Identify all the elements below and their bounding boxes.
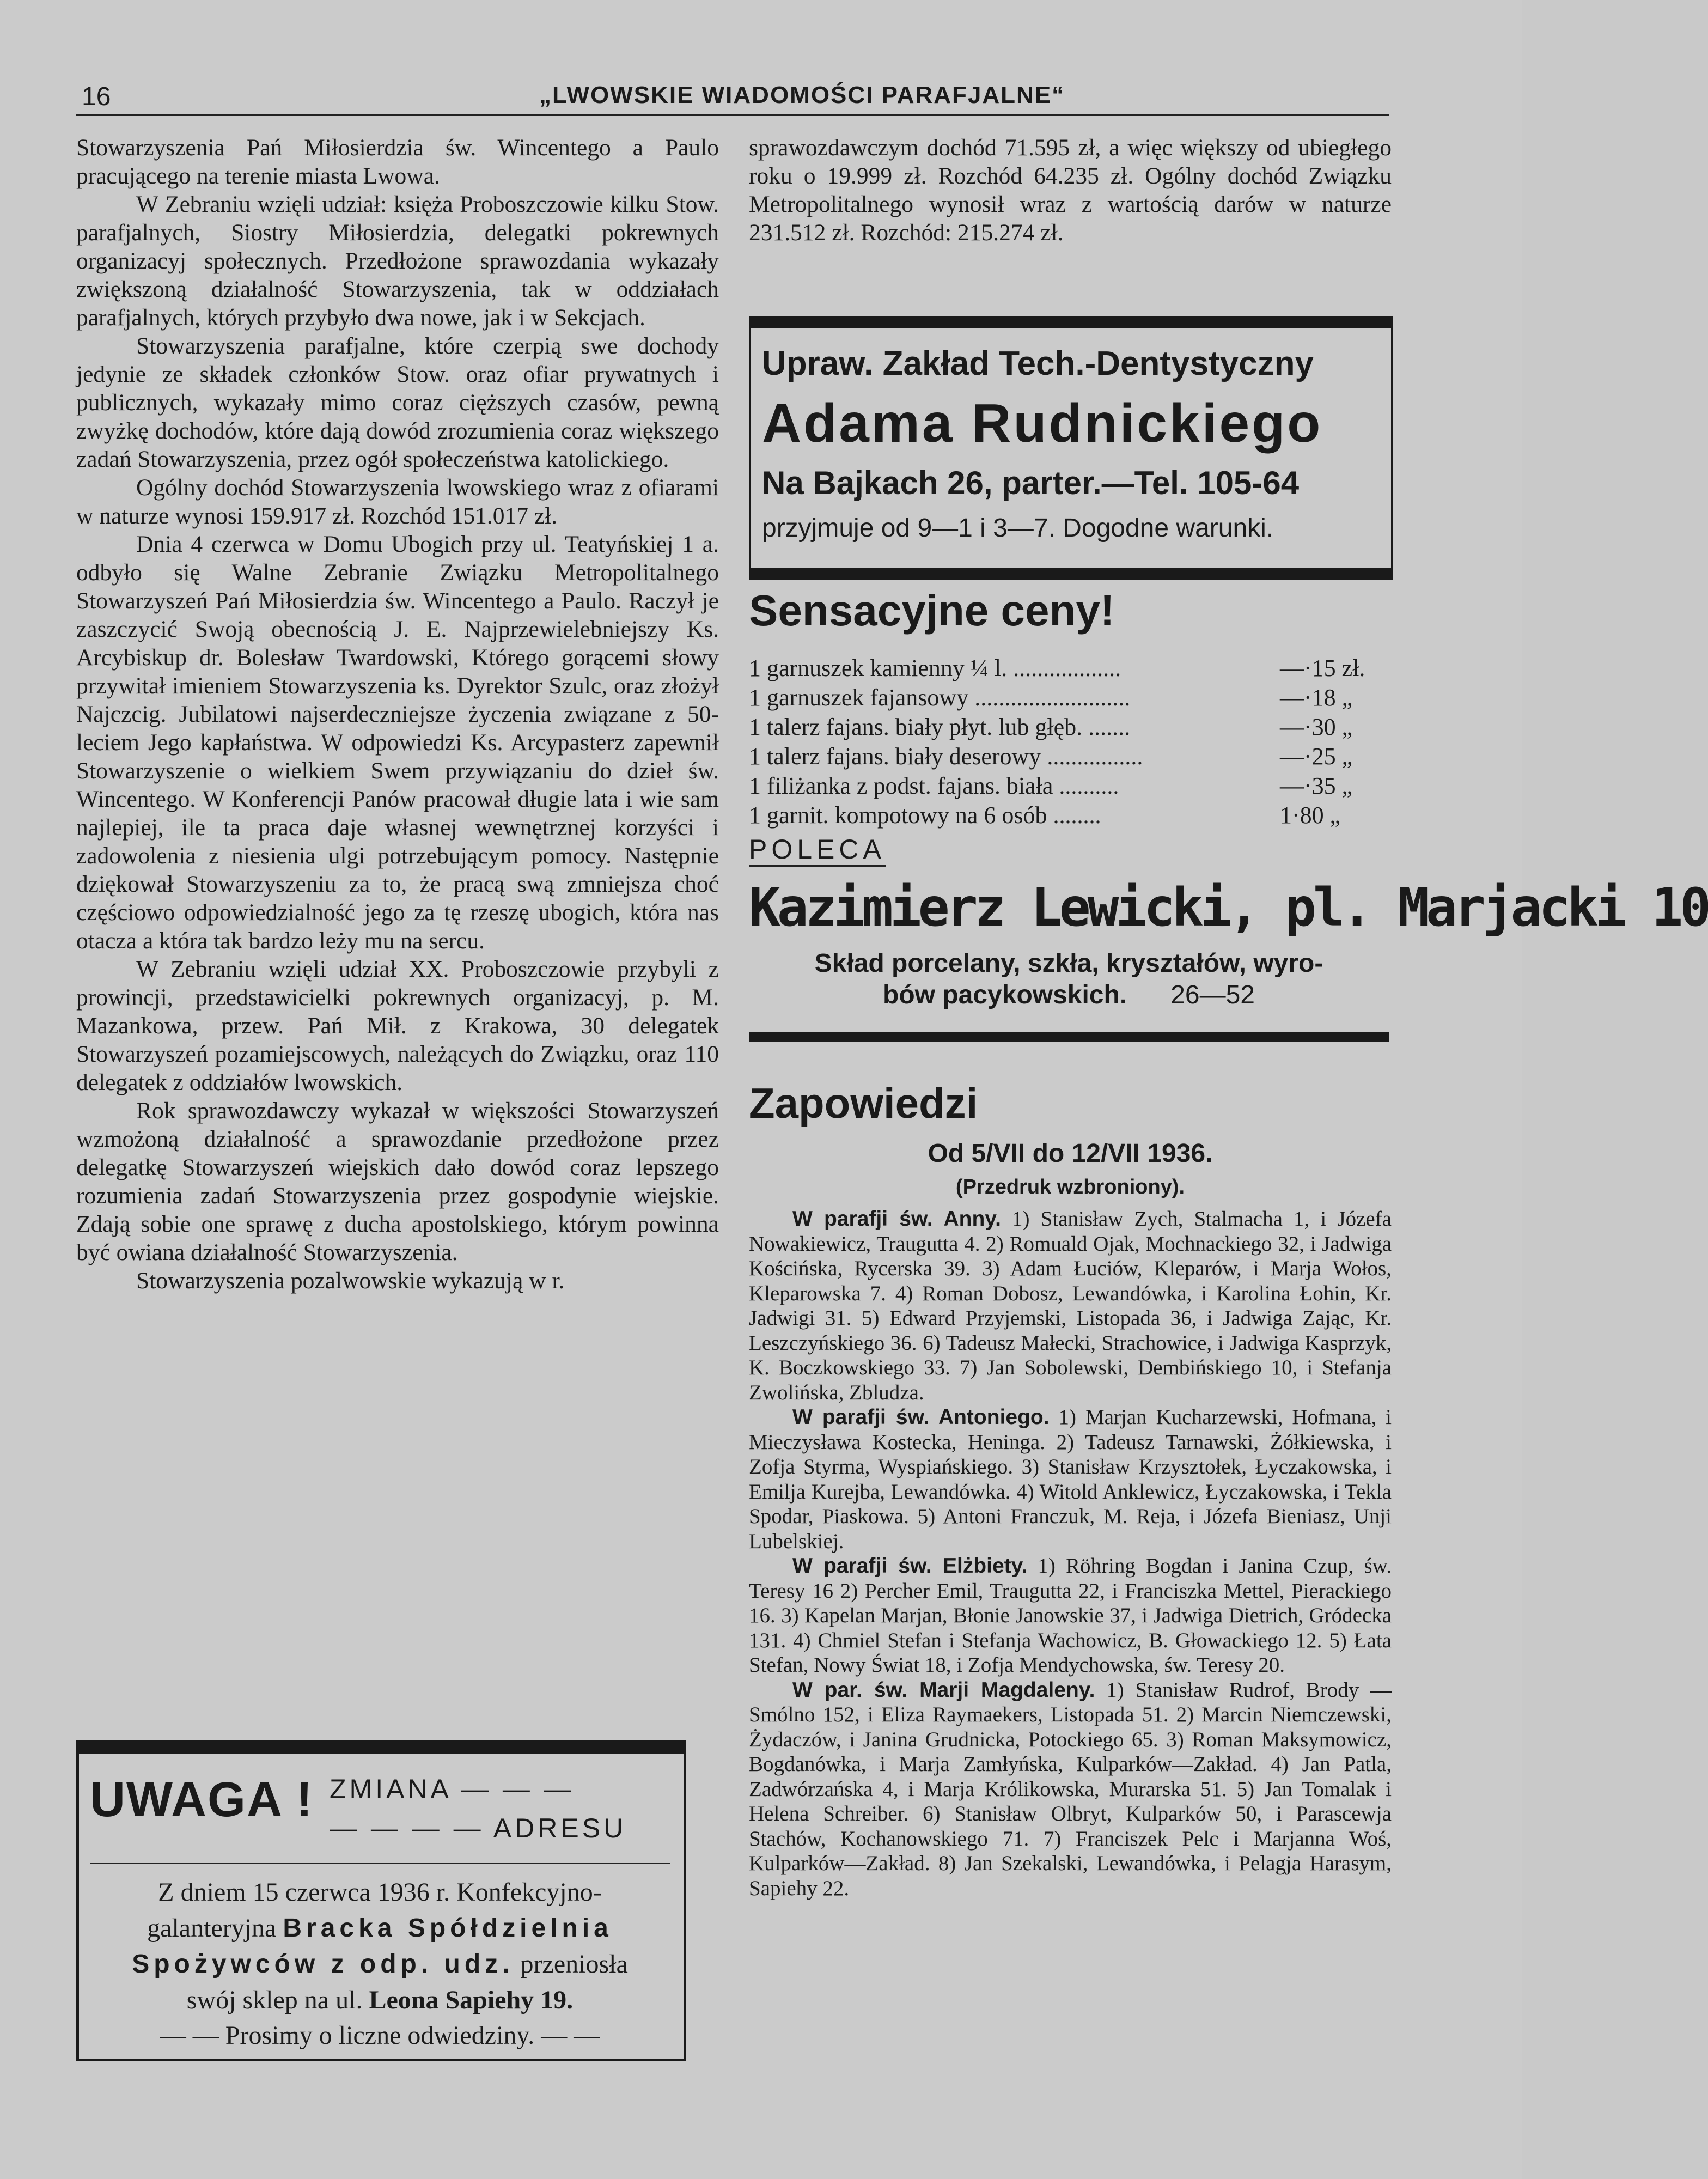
uwaga-text: przeniosła: [520, 1950, 628, 1979]
uwaga-text: swój sklep na ul.: [186, 1986, 363, 2014]
article-paragraph: W Zebraniu wzięli udział XX. Proboszczowie przybyli z prowincji, przedstawicielki pokrewnych organizacyj, p. M. Mazankowa, przew. Pań Mił. z Krakowa, 30 delegatek Stowarzyszeń pozamiejscowych, należących do Związku, oraz 110 delegatek z oddziałów lwowskich.: [76, 956, 719, 1095]
company-name: Bracka Spółdzielnia: [283, 1914, 613, 1943]
article-paragraph: Dnia 4 czerwca w Domu Ubogich przy ul. Teatyńskiej 1 a. odbyło się Walne Zebranie Związku Metropolitalnego Stowarzyszeń Pań Miłosierdzia św. Wincentego a Paulo. Raczył je zaszczycić Swoją obecnością J. E. Najprzewielebniejszy Ks. Arcybiskup dr. Bolesław Twardowski, Którego gorącemi słowy przywitał imieniem Stowarzyszenia ks. Dyrektor Szulc, oraz złożył Najczcig. Jubilatowi najserdeczniejsze życzenia związane z 50-leciem Jego kapłaństwa. W odpowiedzi Ks. Arcypasterz zapewnił Stowarzyszenie o wielkiem Swem przywiązaniu do dzieł św. Wincentego. W Konferencji Panów pracował długie lata i wie sam najlepiej, ile ta praca daje własnej wewnętrznej korzyści i zadowolenia z niesienia ulgi potrzebującym pomocy. Następnie dziękował Stowarzyszeniu za to, że pracą swą zmniejsza choć częściowo odpowiedzialność jego za tę rzeszę ubogich, która nas otacza a która tak bardzo leży mu na sercu.: [76, 531, 719, 954]
uwaga-headline: UWAGA !: [90, 1773, 314, 1827]
price-value: —·15 zł.: [1280, 655, 1365, 681]
uwaga-line: [90, 1946, 670, 1982]
parish-entry: [749, 1405, 1392, 1554]
uwaga-footer: — — Prosimy o liczne odwiedziny. — —: [160, 2021, 600, 2050]
uwaga-text: galanteryjna: [147, 1914, 277, 1943]
divider: [90, 1863, 670, 1864]
zapowiedzi-title: Zapowiedzi: [749, 1079, 978, 1127]
zapowiedzi-dates: Od 5/VII do 12/VII 1936.: [928, 1139, 1213, 1168]
adresu-label: — — — — ADRESU: [330, 1813, 627, 1843]
dental-advertisement: [749, 316, 1393, 580]
price-item: 1 filiżanka z podst. fajans. biała ..........: [749, 772, 1119, 799]
article-paragraph: Ogólny dochód Stowarzyszenia lwowskiego wraz z ofiarami w naturze wynosi 159.917 zł. Rozchód 151.017 zł.: [76, 474, 719, 529]
price-item: 1 garnuszek fajansowy ..........................: [749, 684, 1131, 711]
company-name-large: Kazimierz Lewicki, pl. Marjacki 10: [749, 877, 1708, 938]
price-item: 1 garnit. kompotowy na 6 osób ........: [749, 802, 1101, 829]
article-paragraph: sprawozdawczym dochód 71.595 zł, a więc większy od ubiegłego roku o 19.999 zł. Rozchód 64.235 zł. Ogólny dochód Związku Metropolitalnego wynosił wraz z wartością darów w naturze 231.512 zł. Rozchód: 215.274 zł.: [749, 135, 1392, 246]
price-item: 1 talerz fajans. biały płyt. lub głęb. .......: [749, 714, 1131, 740]
parish-name: W par. św. Marji Magdaleny.: [792, 1678, 1095, 1702]
ad-code: 26—52: [1170, 981, 1255, 1009]
dental-ad-name: Adama Rudnickiego: [762, 393, 1323, 454]
price-row: [749, 713, 1392, 742]
price-list: [749, 654, 1392, 830]
shop-description: [749, 948, 1389, 1011]
price-value: —·30 „: [1280, 714, 1353, 740]
price-row: [749, 801, 1392, 830]
price-value: —·25 „: [1280, 743, 1353, 770]
parish-name: W parafji św. Antoniego.: [792, 1405, 1050, 1429]
shop-text: bów pacykowskich.: [883, 981, 1127, 1009]
left-column-article: [76, 133, 719, 1295]
price-item: 1 garnuszek kamienny ¼ l. ..................: [749, 655, 1121, 681]
shop-description-line: [749, 979, 1389, 1011]
zapowiedzi-list: [749, 1207, 1392, 1901]
parish-name: W parafji św. Elżbiety.: [792, 1554, 1028, 1578]
dental-ad-line: Upraw. Zakład Tech.-Dentystyczny: [762, 345, 1314, 382]
parish-entry: [749, 1207, 1392, 1405]
dental-ad-address: Na Bajkach 26, parter.—Tel. 105-64: [762, 465, 1300, 501]
parish-text: 1) Stanisław Rudrof, Brody — Smólno 152, i Eliza Raymaekers, Listopada 51. 2) Marcin Niemczewski, Żydaczów, i Janina Grudnicka, Potockiego 65. 3) Roman Maksymowicz, Bogdanówka, i Marja Zamłyńska, Kulparków—Zakład. 4) Jan Patla, Zadwórzańska 4, i Marja Królikowska, Murarska 51. 5) Jan Tomalak i Helena Schreiber. 6) Stanisław Olbryt, Kulparków 50, i Parascewja Stachów, Kochanowskiego 71. 7) Franciszek Pelc i Marjanna Woś, Kulparków—Zakład. 8) Jan Szekalski, Lewandówka, i Pelagja Harasym, Sapiehy 22.: [749, 1678, 1392, 1900]
new-address: Leona Sapiehy 19.: [369, 1986, 574, 2014]
parish-entry: [749, 1678, 1392, 1901]
parish-text: 1) Stanisław Zych, Stalmacha 1, i Józefa Nowakiewicz, Traugutta 4. 2) Romuald Ojak, Mochnackiego 32, i Jadwiga Kościńska, Rycerska 39. 3) Adam Łuciów, Kleparów, i Marja Wołos, Kleparowska 7. 4) Roman Dobosz, Lewandówka, i Karolina Łohin, Kr. Jadwigi 31. 5) Edward Przyjemski, Listopada 36, i Jadwiga Zając, Kr. Leszczyńskiego 36. 6) Tadeusz Małecki, Strachowice, i Jadwiga Kasprzyk, K. Boczkowskiego 33. 7) Jan Sobolewski, Dembińskiego 10, i Stefanja Zwolińska, Zbludza.: [749, 1207, 1392, 1404]
article-paragraph: Stowarzyszenia Pań Miłosierdzia św. Wincentego a Paulo pracującego na terenie miasta Lwowa.: [76, 135, 719, 189]
price-value: 1·80 „: [1280, 802, 1341, 829]
article-paragraph: W Zebraniu wzięli udział: księża Proboszczowie kilku Stow. parafjalnych, Siostry Miłosierdzia, delegatki pokrewnych organizacyj społecznych. Przedłożone sprawozdania wykazały zwiększoną działalność Stowarzyszenia, tak w oddziałach parafjalnych, których przybyło dwa nowe, jak i w Sekcjach.: [76, 191, 719, 331]
uwaga-line: Z dniem 15 czerwca 1936 r. Konfekcyjno-: [158, 1878, 602, 1907]
price-value: —·35 „: [1280, 772, 1353, 799]
price-row: [749, 742, 1392, 771]
page-number: 16: [82, 82, 111, 111]
parish-entry: [749, 1554, 1392, 1678]
price-item: 1 talerz fajans. biały deserowy ................: [749, 743, 1143, 770]
publication-title: „LWOWSKIE WIADOMOŚCI PARAFJALNE“: [539, 82, 1065, 108]
zapowiedzi-note: (Przedruk wzbroniony).: [955, 1176, 1185, 1198]
price-row: [749, 683, 1392, 713]
article-paragraph: Stowarzyszenia parafjalne, które czerpią swe dochody jedynie ze składek członków Stow. oraz ofiar prywatnych i publicznych, wykazały mimo coraz cięższych czasów, pewną zwyżkę dochodów, które dają dowód zrozumienia coraz większego zadań Stowarzyszenia, przez ogół społeczeństwa katolickiego.: [76, 333, 719, 472]
dental-ad-hours: przyjmuje od 9—1 i 3—7. Dogodne warunki.: [762, 514, 1274, 543]
price-value: —·18 „: [1280, 684, 1353, 711]
shop-description-line: Skład porcelany, szkła, kryształów, wyro-: [814, 949, 1323, 978]
uwaga-body: [90, 1874, 670, 2018]
page-header: [76, 82, 1389, 116]
prices-headline: Sensacyjne ceny!: [749, 586, 1115, 635]
company-name-cont: Spożywców z odp. udz.: [132, 1950, 514, 1979]
parish-text: 1) Röhring Bogdan i Janina Czup, św. Teresy 16 2) Percher Emil, Traugutta 22, i Franciszka Mettel, Pierackiego 16. 3) Kapelan Marjan, Błonie Janowskie 37, i Jadwiga Dietrich, Gródecka 131. 4) Chmiel Stefan i Stefanja Wachowicz, B. Głowackiego 12. 5) Łata Stefan, Nowy Świat 18, i Zofja Mendychowska, św. Teresy 20.: [749, 1554, 1392, 1677]
right-column-intro: [749, 133, 1392, 247]
uwaga-line: [90, 1982, 670, 2018]
uwaga-line: [90, 1910, 670, 1946]
article-paragraph: Stowarzyszenia pozalwowskie wykazują w r.: [136, 1268, 565, 1294]
separator-bar: [749, 1032, 1389, 1042]
parish-name: W parafji św. Anny.: [792, 1207, 1001, 1231]
zmiana-label: ZMIANA — — —: [330, 1774, 575, 1804]
article-paragraph: Rok sprawozdawczy wykazał w większości Stowarzyszeń wzmożoną działalność a sprawozdanie przedłożone przez delegatkę Stowarzyszeń wiejskich dało dowód coraz lepszego rozumienia zadań Stowarzyszenia przez gospodynie wiejskie. Zdają sobie one sprawę z ducha apostolskiego, którym powinna być owiana działalność Stowarzyszenia.: [76, 1098, 719, 1265]
parish-text: 1) Marjan Kucharzewski, Hofmana, i Mieczysława Kostecka, Heninga. 2) Tadeusz Tarnawski, Żółkiewska, i Zofja Styrma, Wyspiańskiego. 3) Stanisław Krzysztołek, Łyczakowska, i Emilja Kurejba, Lewandówka. 4) Witold Anklewicz, Łyczakowska, i Tekla Spodar, Piaskowa. 5) Antoni Franczuk, M. Reja, i Józefa Bieniasz, Unji Lubelskiej.: [749, 1405, 1392, 1553]
price-row: [749, 771, 1392, 801]
price-row: [749, 654, 1392, 683]
address-change-advertisement: [76, 1740, 686, 2061]
poleca-label: POLECA: [749, 833, 886, 867]
